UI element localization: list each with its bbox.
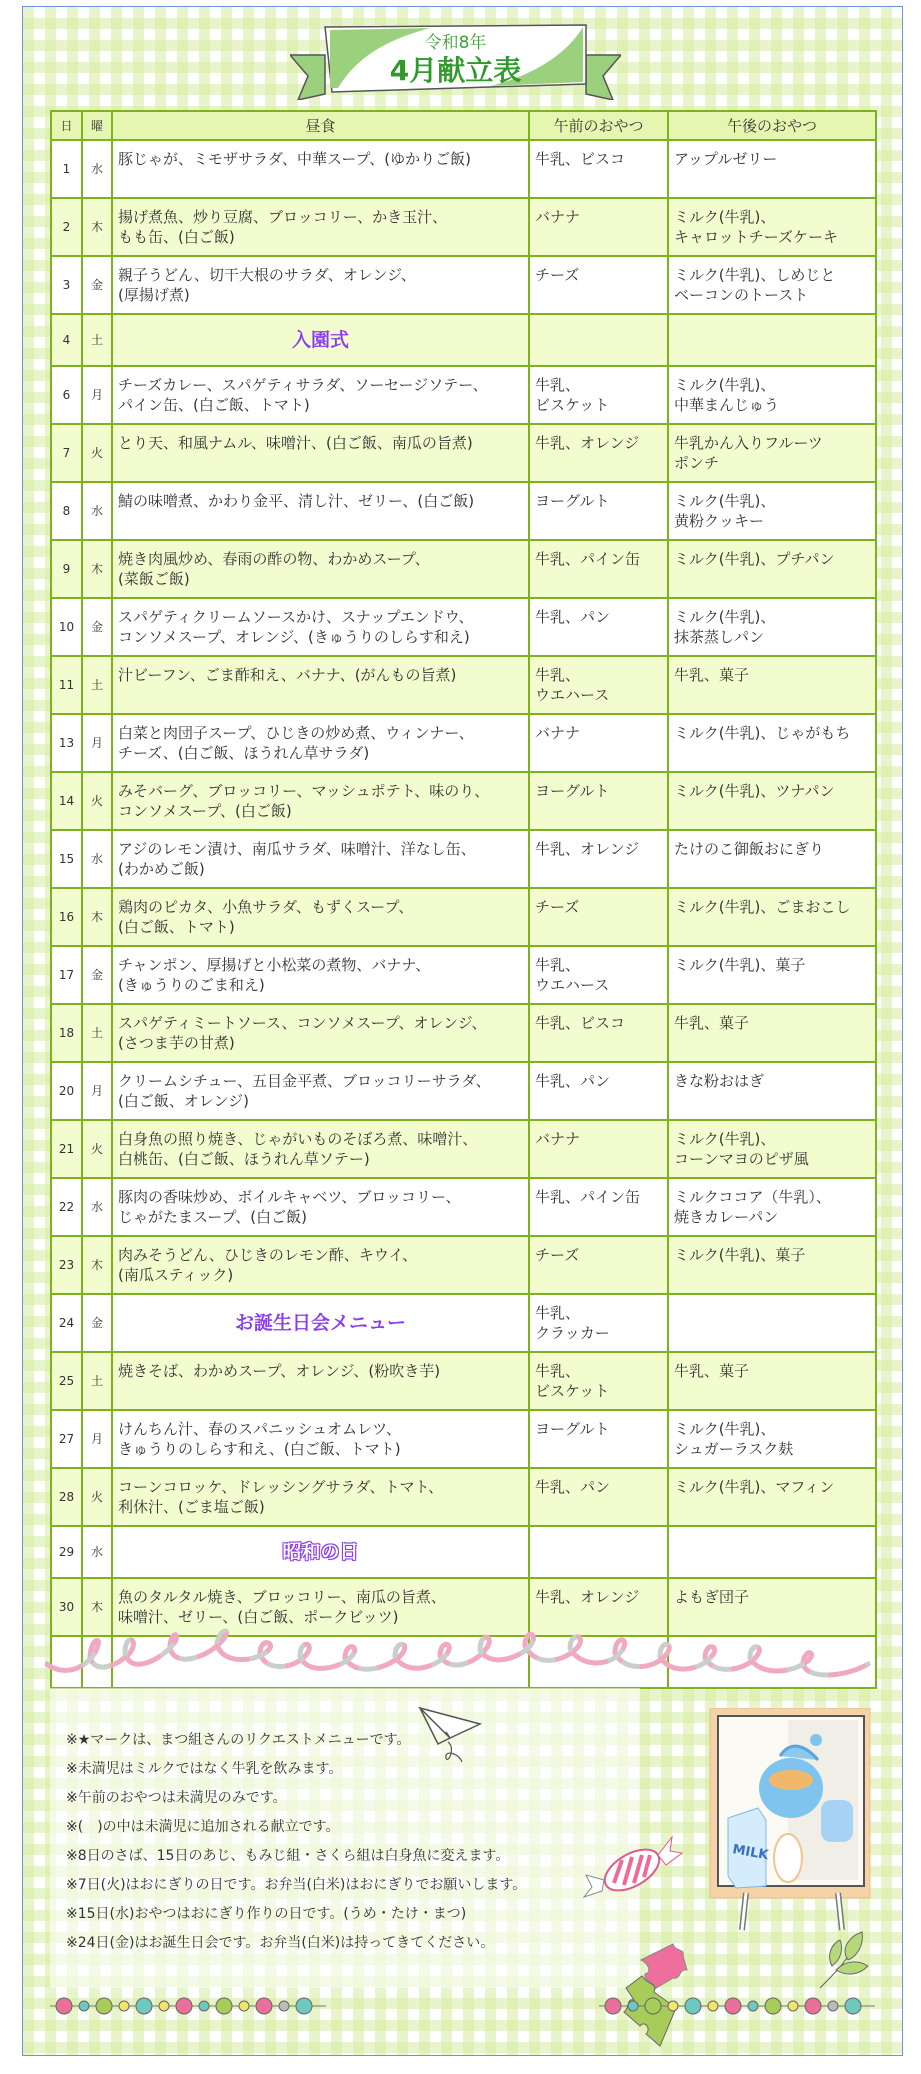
note-item: ※未満児はミルクではなく牛乳を飲みます。 bbox=[66, 1761, 343, 1777]
lunch-cell: アジのレモン漬け、南瓜サラダ、味噌汁、洋なし缶、 (わかめご飯) bbox=[112, 830, 529, 888]
table-row bbox=[51, 540, 876, 598]
table-row bbox=[51, 424, 876, 482]
table-row bbox=[51, 830, 876, 888]
morning-snack-cell bbox=[529, 314, 668, 366]
day-cell: 13 bbox=[51, 714, 82, 772]
day-cell: 17 bbox=[51, 946, 82, 1004]
lunch-cell: スパゲティミートソース、コンソメスープ、オレンジ、 (さつま芋の甘煮) bbox=[112, 1004, 529, 1062]
weekday-cell: 木 bbox=[82, 1578, 112, 1636]
table-row bbox=[51, 888, 876, 946]
bead bbox=[176, 1998, 192, 2014]
afternoon-snack-cell: ミルク(牛乳)、 抹茶蒸しパン bbox=[668, 598, 876, 656]
weekday-cell: 水 bbox=[82, 1178, 112, 1236]
bead bbox=[788, 2001, 798, 2011]
morning-snack-cell: バナナ bbox=[529, 198, 668, 256]
weekday-cell: 水 bbox=[82, 830, 112, 888]
ribbon-garland-decoration bbox=[45, 1618, 875, 1678]
day-cell: 18 bbox=[51, 1004, 82, 1062]
paper-plane-icon bbox=[418, 1706, 488, 1766]
event-cell: 昭和の日 bbox=[112, 1526, 529, 1578]
bead bbox=[79, 2001, 89, 2011]
bead bbox=[256, 1998, 272, 2014]
weekday-cell: 水 bbox=[82, 482, 112, 540]
table-row bbox=[51, 656, 876, 714]
bead bbox=[748, 2001, 758, 2011]
title-banner bbox=[290, 24, 621, 100]
weekday-cell: 土 bbox=[82, 1004, 112, 1062]
day-cell: 8 bbox=[51, 482, 82, 540]
afternoon-snack-cell: 牛乳、菓子 bbox=[668, 1004, 876, 1062]
table-row bbox=[51, 256, 876, 314]
column-header-weekday: 曜 bbox=[82, 111, 112, 140]
note-item: ※8日のさば、15日のあじ、もみじ組・さくら組は白身魚に変えます。 bbox=[66, 1848, 510, 1864]
bead bbox=[136, 1998, 152, 2014]
bead bbox=[96, 1998, 112, 2014]
lunch-cell: とり天、和風ナムル、味噌汁、(白ご飯、南瓜の旨煮) bbox=[112, 424, 529, 482]
day-cell: 28 bbox=[51, 1468, 82, 1526]
weekday-cell: 金 bbox=[82, 946, 112, 1004]
bead bbox=[685, 1998, 701, 2014]
column-header-afternoon-snack: 午後のおやつ bbox=[668, 111, 876, 140]
day-cell: 16 bbox=[51, 888, 82, 946]
afternoon-snack-cell bbox=[668, 1294, 876, 1352]
weekday-cell: 土 bbox=[82, 1352, 112, 1410]
morning-snack-cell: 牛乳、パン bbox=[529, 598, 668, 656]
menu-table bbox=[50, 110, 877, 1689]
table-row bbox=[51, 1526, 876, 1578]
lunch-cell: けんちん汁、春のスパニッシュオムレツ、 きゅうりのしらす和え、(白ご飯、トマト) bbox=[112, 1410, 529, 1468]
bead bbox=[119, 2001, 129, 2011]
day-cell: 6 bbox=[51, 366, 82, 424]
morning-snack-cell: 牛乳、オレンジ bbox=[529, 424, 668, 482]
day-cell: 20 bbox=[51, 1062, 82, 1120]
day-cell: 15 bbox=[51, 830, 82, 888]
afternoon-snack-cell: ミルク(牛乳)、 コーンマヨのピザ風 bbox=[668, 1120, 876, 1178]
lunch-cell: チャンポン、厚揚げと小松菜の煮物、バナナ、 (きゅうりのごま和え) bbox=[112, 946, 529, 1004]
bead bbox=[708, 2001, 718, 2011]
lunch-cell: チーズカレー、スパゲティサラダ、ソーセージソテー、 パイン缶、(白ご飯、トマト) bbox=[112, 366, 529, 424]
table-row bbox=[51, 772, 876, 830]
afternoon-snack-cell: ミルク(牛乳)、菓子 bbox=[668, 946, 876, 1004]
morning-snack-cell: 牛乳、パン bbox=[529, 1468, 668, 1526]
note-item: ※★マークは、まつ組さんのリクエストメニューです。 bbox=[66, 1732, 411, 1748]
morning-snack-cell: 牛乳、パン bbox=[529, 1062, 668, 1120]
weekday-cell: 木 bbox=[82, 1236, 112, 1294]
lunch-cell: クリームシチュー、五目金平煮、ブロッコリーサラダ、 (白ご飯、オレンジ) bbox=[112, 1062, 529, 1120]
weekday-cell: 土 bbox=[82, 314, 112, 366]
afternoon-snack-cell: ミルク(牛乳)、 黄粉クッキー bbox=[668, 482, 876, 540]
morning-snack-cell: 牛乳、オレンジ bbox=[529, 1578, 668, 1636]
table-row bbox=[51, 1062, 876, 1120]
lunch-cell: 焼き肉風炒め、春雨の酢の物、わかめスープ、 (菜飯ご飯) bbox=[112, 540, 529, 598]
afternoon-snack-cell: ミルク(牛乳)、ごまおこし bbox=[668, 888, 876, 946]
morning-snack-cell: バナナ bbox=[529, 714, 668, 772]
table-row bbox=[51, 1468, 876, 1526]
afternoon-snack-cell: たけのこ御飯おにぎり bbox=[668, 830, 876, 888]
day-cell: 7 bbox=[51, 424, 82, 482]
lunch-cell: 焼きそば、わかめスープ、オレンジ、(粉吹き芋) bbox=[112, 1352, 529, 1410]
day-cell: 30 bbox=[51, 1578, 82, 1636]
day-cell: 21 bbox=[51, 1120, 82, 1178]
lunch-cell: 豚じゃが、ミモザサラダ、中華スープ、(ゆかりご飯) bbox=[112, 140, 529, 198]
afternoon-snack-cell bbox=[668, 1526, 876, 1578]
weekday-cell: 火 bbox=[82, 772, 112, 830]
table-row bbox=[51, 140, 876, 198]
morning-snack-cell: チーズ bbox=[529, 1236, 668, 1294]
day-cell: 2 bbox=[51, 198, 82, 256]
table-row bbox=[51, 482, 876, 540]
lunch-cell: 揚げ煮魚、炒り豆腐、ブロッコリー、かき玉汁、 もも缶、(白ご飯) bbox=[112, 198, 529, 256]
day-cell: 4 bbox=[51, 314, 82, 366]
afternoon-snack-cell: ミルク(牛乳)、菓子 bbox=[668, 1236, 876, 1294]
note-item: ※( )の中は未満児に追加される献立です。 bbox=[66, 1819, 340, 1835]
table-row bbox=[51, 946, 876, 1004]
morning-snack-cell: 牛乳、ビスコ bbox=[529, 140, 668, 198]
weekday-cell: 火 bbox=[82, 1120, 112, 1178]
afternoon-snack-cell bbox=[668, 314, 876, 366]
weekday-cell: 木 bbox=[82, 888, 112, 946]
weekday-cell: 月 bbox=[82, 1062, 112, 1120]
weekday-cell: 金 bbox=[82, 598, 112, 656]
weekday-cell: 月 bbox=[82, 1410, 112, 1468]
bead bbox=[239, 2001, 249, 2011]
afternoon-snack-cell: ミルクココア（牛乳）、 焼きカレーパン bbox=[668, 1178, 876, 1236]
morning-snack-cell: バナナ bbox=[529, 1120, 668, 1178]
afternoon-snack-cell: 牛乳、菓子 bbox=[668, 1352, 876, 1410]
weekday-cell: 火 bbox=[82, 424, 112, 482]
morning-snack-cell: ヨーグルト bbox=[529, 482, 668, 540]
event-cell: お誕生日会メニュー bbox=[112, 1294, 529, 1352]
weekday-cell: 水 bbox=[82, 140, 112, 198]
morning-snack-cell: 牛乳、ビスコ bbox=[529, 1004, 668, 1062]
afternoon-snack-cell: ミルク(牛乳)、プチパン bbox=[668, 540, 876, 598]
afternoon-snack-cell: ミルク(牛乳)、 中華まんじゅう bbox=[668, 366, 876, 424]
bead bbox=[56, 1998, 72, 2014]
bead bbox=[828, 2001, 838, 2011]
bead bbox=[279, 2001, 289, 2011]
bead bbox=[845, 1998, 861, 2014]
afternoon-snack-cell: きな粉おはぎ bbox=[668, 1062, 876, 1120]
table-row bbox=[51, 1410, 876, 1468]
morning-snack-cell: チーズ bbox=[529, 256, 668, 314]
afternoon-snack-cell: ミルク(牛乳)、 シュガーラスク麸 bbox=[668, 1410, 876, 1468]
bead bbox=[765, 1998, 781, 2014]
afternoon-snack-cell: 牛乳、菓子 bbox=[668, 656, 876, 714]
lunch-cell: 汁ビーフン、ごま酢和え、バナナ、(がんもの旨煮) bbox=[112, 656, 529, 714]
day-cell: 22 bbox=[51, 1178, 82, 1236]
weekday-cell: 土 bbox=[82, 656, 112, 714]
afternoon-snack-cell: ミルク(牛乳)、じゃがもち bbox=[668, 714, 876, 772]
weekday-cell: 月 bbox=[82, 366, 112, 424]
morning-snack-cell: 牛乳、 ウエハース bbox=[529, 656, 668, 714]
morning-snack-cell: ヨーグルト bbox=[529, 1410, 668, 1468]
milk-label: MILK bbox=[731, 1842, 770, 1864]
easel-milk-illustration bbox=[708, 1708, 873, 1943]
page-title: 4月献立表 bbox=[389, 54, 522, 87]
column-header-lunch: 昼食 bbox=[112, 111, 529, 140]
day-cell: 10 bbox=[51, 598, 82, 656]
day-cell: 27 bbox=[51, 1410, 82, 1468]
bead bbox=[605, 1998, 621, 2014]
bead bbox=[296, 1998, 312, 2014]
weekday-cell: 木 bbox=[82, 540, 112, 598]
afternoon-snack-cell: ミルク(牛乳)、しめじと ベーコンのトースト bbox=[668, 256, 876, 314]
lunch-cell: コーンコロッケ、ドレッシングサラダ、トマト、 利休汁、(ごま塩ご飯) bbox=[112, 1468, 529, 1526]
afternoon-snack-cell: よもぎ団子 bbox=[668, 1578, 876, 1636]
bead bbox=[628, 2001, 638, 2011]
lunch-cell: 白身魚の照り焼き、じゃがいものそぼろ煮、味噌汁、 白桃缶、(白ご飯、ほうれん草ソテー) bbox=[112, 1120, 529, 1178]
day-cell: 23 bbox=[51, 1236, 82, 1294]
day-cell: 24 bbox=[51, 1294, 82, 1352]
day-cell: 9 bbox=[51, 540, 82, 598]
table-header-row bbox=[51, 111, 876, 140]
day-cell: 25 bbox=[51, 1352, 82, 1410]
lunch-cell: 白菜と肉団子スープ、ひじきの炒め煮、ウィンナー、 チーズ、(白ご飯、ほうれん草サラダ) bbox=[112, 714, 529, 772]
note-item: ※午前のおやつは未満児のみです。 bbox=[66, 1790, 287, 1806]
bead bbox=[668, 2001, 678, 2011]
lunch-cell: 豚肉の香味炒め、ボイルキャベツ、ブロッコリー、 じゃがたまスープ、(白ご飯) bbox=[112, 1178, 529, 1236]
weekday-cell: 月 bbox=[82, 714, 112, 772]
afternoon-snack-cell: ミルク(牛乳)、ツナパン bbox=[668, 772, 876, 830]
morning-snack-cell: 牛乳、パイン缶 bbox=[529, 540, 668, 598]
morning-snack-cell: 牛乳、パイン缶 bbox=[529, 1178, 668, 1236]
morning-snack-cell: 牛乳、 クラッカー bbox=[529, 1294, 668, 1352]
bead-string-right-decoration bbox=[599, 1994, 879, 2018]
morning-snack-cell: 牛乳、オレンジ bbox=[529, 830, 668, 888]
day-cell: 3 bbox=[51, 256, 82, 314]
lunch-cell: 肉みそうどん、ひじきのレモン酢、キウイ、 (南瓜スティック) bbox=[112, 1236, 529, 1294]
weekday-cell: 水 bbox=[82, 1526, 112, 1578]
bead bbox=[159, 2001, 169, 2011]
lunch-cell: 鯖の味噌煮、かわり金平、清し汁、ゼリー、(白ご飯) bbox=[112, 482, 529, 540]
lunch-cell: 親子うどん、切干大根のサラダ、オレンジ、 (厚揚げ煮) bbox=[112, 256, 529, 314]
morning-snack-cell: 牛乳、 ビスケット bbox=[529, 1352, 668, 1410]
bead bbox=[216, 1998, 232, 2014]
morning-snack-cell bbox=[529, 1526, 668, 1578]
era-label: 令和8年 bbox=[424, 33, 487, 53]
table-row bbox=[51, 314, 876, 366]
day-cell: 14 bbox=[51, 772, 82, 830]
event-cell: 入園式 bbox=[112, 314, 529, 366]
table-row bbox=[51, 1236, 876, 1294]
column-header-day: 日 bbox=[51, 111, 82, 140]
bead bbox=[199, 2001, 209, 2011]
table-row bbox=[51, 714, 876, 772]
day-cell: 1 bbox=[51, 140, 82, 198]
morning-snack-cell: 牛乳、 ウエハース bbox=[529, 946, 668, 1004]
weekday-cell: 金 bbox=[82, 1294, 112, 1352]
table-row bbox=[51, 366, 876, 424]
lunch-cell: スパゲティクリームソースかけ、スナップエンドウ、 コンソメスープ、オレンジ、(きゅうりのしらす和え) bbox=[112, 598, 529, 656]
weekday-cell: 火 bbox=[82, 1468, 112, 1526]
lunch-cell: みそバーグ、ブロッコリー、マッシュポテト、味のり、 コンソメスープ、(白ご飯) bbox=[112, 772, 529, 830]
day-cell: 29 bbox=[51, 1526, 82, 1578]
morning-snack-cell: チーズ bbox=[529, 888, 668, 946]
bead bbox=[725, 1998, 741, 2014]
candy-icon bbox=[582, 1825, 687, 1935]
bead bbox=[645, 1998, 661, 2014]
column-header-morning-snack: 午前のおやつ bbox=[529, 111, 668, 140]
note-item: ※24日(金)はお誕生日会です。お弁当(白米)は持ってきてください。 bbox=[66, 1935, 495, 1951]
table-row bbox=[51, 598, 876, 656]
table-row bbox=[51, 1004, 876, 1062]
morning-snack-cell: ヨーグルト bbox=[529, 772, 668, 830]
afternoon-snack-cell: アップルゼリー bbox=[668, 140, 876, 198]
morning-snack-cell: 牛乳、 ビスケット bbox=[529, 366, 668, 424]
afternoon-snack-cell: ミルク(牛乳)、 キャロットチーズケーキ bbox=[668, 198, 876, 256]
leaf-sprig-icon bbox=[818, 1930, 878, 1990]
weekday-cell: 金 bbox=[82, 256, 112, 314]
table-row bbox=[51, 198, 876, 256]
weekday-cell: 木 bbox=[82, 198, 112, 256]
lunch-cell: 鶏肉のピカタ、小魚サラダ、もずくスープ、 (白ご飯、トマト) bbox=[112, 888, 529, 946]
table-row bbox=[51, 1352, 876, 1410]
table-row bbox=[51, 1178, 876, 1236]
lunch-cell: 魚のタルタル焼き、ブロッコリー、南瓜の旨煮、 味噌汁、ゼリー、(白ご飯、ポークビッツ) bbox=[112, 1578, 529, 1636]
note-item: ※7日(火)はおにぎりの日です。お弁当(白米)はおにぎりでお願いします。 bbox=[66, 1877, 527, 1893]
afternoon-snack-cell: ミルク(牛乳)、マフィン bbox=[668, 1468, 876, 1526]
table-row bbox=[51, 1294, 876, 1352]
note-item: ※15日(水)おやつはおにぎり作りの日です。(うめ・たけ・まつ) bbox=[66, 1906, 467, 1922]
afternoon-snack-cell: 牛乳かん入りフルーツ ポンチ bbox=[668, 424, 876, 482]
bead-string-left-decoration bbox=[50, 1994, 330, 2018]
table-row bbox=[51, 1120, 876, 1178]
day-cell: 11 bbox=[51, 656, 82, 714]
bead bbox=[805, 1998, 821, 2014]
